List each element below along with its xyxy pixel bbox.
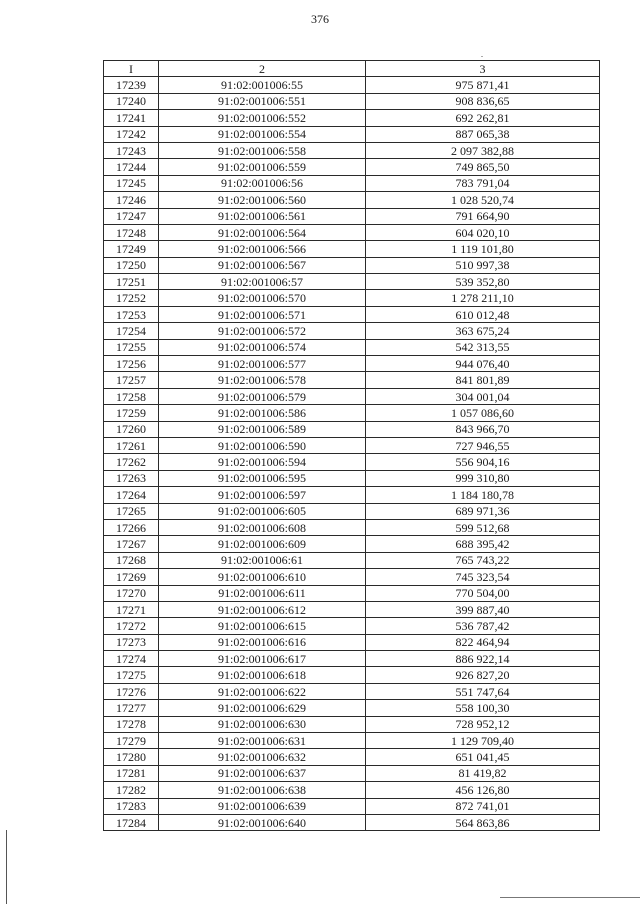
table-row <box>104 372 600 388</box>
row-number: 17268 <box>104 552 159 568</box>
row-number: 17271 <box>104 601 159 617</box>
table-row <box>104 224 600 240</box>
table-row <box>104 241 600 257</box>
cadastral-number: 91:02:001006:632 <box>159 749 366 765</box>
row-number: 17270 <box>104 585 159 601</box>
cadastral-number: 91:02:001006:560 <box>159 192 366 208</box>
cadastral-value: 791 664,90 <box>366 208 600 224</box>
cadastral-value: 1 119 101,80 <box>366 241 600 257</box>
table-row <box>104 388 600 404</box>
row-number: 17244 <box>104 159 159 175</box>
cadastral-number: 91:02:001006:608 <box>159 519 366 535</box>
row-number: 17239 <box>104 77 159 93</box>
page-number: 376 <box>311 12 329 26</box>
cadastral-number: 91:02:001006:622 <box>159 683 366 699</box>
cadastral-number: 91:02:001006:551 <box>159 93 366 109</box>
cadastral-value: 727 946,55 <box>366 437 600 453</box>
cadastral-value: 539 352,80 <box>366 274 600 290</box>
row-number: 17247 <box>104 208 159 224</box>
table-row <box>104 634 600 650</box>
cadastral-number: 91:02:001006:590 <box>159 437 366 453</box>
table-row <box>104 782 600 798</box>
cadastral-number: 91:02:001006:566 <box>159 241 366 257</box>
cadastral-number: 91:02:001006:640 <box>159 814 366 830</box>
row-number: 17278 <box>104 716 159 732</box>
row-number: 17249 <box>104 241 159 257</box>
table-row <box>104 93 600 109</box>
row-number: 17250 <box>104 257 159 273</box>
cadastral-value: 456 126,80 <box>366 782 600 798</box>
cadastral-number: 91:02:001006:578 <box>159 372 366 388</box>
table-row <box>104 192 600 208</box>
cadastral-value: 822 464,94 <box>366 634 600 650</box>
table-row <box>104 110 600 126</box>
cadastral-number: 91:02:001006:638 <box>159 782 366 798</box>
cadastral-value: 841 801,89 <box>366 372 600 388</box>
cadastral-number: 91:02:001006:570 <box>159 290 366 306</box>
table-row <box>104 290 600 306</box>
cadastral-number: 91:02:001006:577 <box>159 356 366 372</box>
cadastral-value: 770 504,00 <box>366 585 600 601</box>
table-row <box>104 339 600 355</box>
table-row <box>104 716 600 732</box>
row-number: 17252 <box>104 290 159 306</box>
row-number: 17280 <box>104 749 159 765</box>
cadastral-number: 91:02:001006:616 <box>159 634 366 650</box>
table-row <box>104 536 600 552</box>
cadastral-number: 91:02:001006:564 <box>159 224 366 240</box>
cadastral-number: 91:02:001006:612 <box>159 601 366 617</box>
table-row <box>104 454 600 470</box>
table-row <box>104 306 600 322</box>
row-number: 17245 <box>104 175 159 191</box>
cadastral-value: 783 791,04 <box>366 175 600 191</box>
row-number: 17256 <box>104 356 159 372</box>
table-row <box>104 142 600 158</box>
cadastral-number: 91:02:001006:609 <box>159 536 366 552</box>
row-number: 17241 <box>104 110 159 126</box>
cadastral-number: 91:02:001006:595 <box>159 470 366 486</box>
table-row <box>104 159 600 175</box>
cadastral-value: 304 001,04 <box>366 388 600 404</box>
header-col-1: I <box>104 61 159 77</box>
row-number: 17276 <box>104 683 159 699</box>
cadastral-number: 91:02:001006:605 <box>159 503 366 519</box>
cadastral-value: 1 184 180,78 <box>366 487 600 503</box>
table-header-row <box>104 61 600 77</box>
cadastral-number: 91:02:001006:572 <box>159 323 366 339</box>
cadastral-number: 91:02:001006:579 <box>159 388 366 404</box>
cadastral-value: 999 310,80 <box>366 470 600 486</box>
row-number: 17253 <box>104 306 159 322</box>
cadastral-value-table <box>103 60 600 831</box>
row-number: 17248 <box>104 224 159 240</box>
row-number: 17242 <box>104 126 159 142</box>
cadastral-number: 91:02:001006:586 <box>159 405 366 421</box>
row-number: 17264 <box>104 487 159 503</box>
cadastral-number: 91:02:001006:617 <box>159 651 366 667</box>
cadastral-value: 610 012,48 <box>366 306 600 322</box>
table-row <box>104 667 600 683</box>
cadastral-value: 363 675,24 <box>366 323 600 339</box>
row-number: 17275 <box>104 667 159 683</box>
cadastral-number: 91:02:001006:597 <box>159 487 366 503</box>
cadastral-number: 91:02:001006:571 <box>159 306 366 322</box>
table-row <box>104 601 600 617</box>
cadastral-number: 91:02:001006:559 <box>159 159 366 175</box>
row-number: 17283 <box>104 798 159 814</box>
cadastral-value: 542 313,55 <box>366 339 600 355</box>
table-row <box>104 618 600 634</box>
cadastral-number: 91:02:001006:55 <box>159 77 366 93</box>
row-number: 17251 <box>104 274 159 290</box>
row-number: 17261 <box>104 437 159 453</box>
table-row <box>104 356 600 372</box>
cadastral-value: 556 904,16 <box>366 454 600 470</box>
table-row <box>104 765 600 781</box>
cadastral-value: 926 827,20 <box>366 667 600 683</box>
table-row <box>104 651 600 667</box>
table-row <box>104 470 600 486</box>
cadastral-value: 551 747,64 <box>366 683 600 699</box>
cadastral-number: 91:02:001006:558 <box>159 142 366 158</box>
table-row <box>104 208 600 224</box>
table-row <box>104 814 600 830</box>
cadastral-number: 91:02:001006:56 <box>159 175 366 191</box>
table-row <box>104 487 600 503</box>
cadastral-value: 975 871,41 <box>366 77 600 93</box>
cadastral-value: 2 097 382,88 <box>366 142 600 158</box>
table-row <box>104 519 600 535</box>
cadastral-value: 1 057 086,60 <box>366 405 600 421</box>
row-number: 17257 <box>104 372 159 388</box>
cadastral-number: 91:02:001006:561 <box>159 208 366 224</box>
row-number: 17269 <box>104 569 159 585</box>
table-row <box>104 405 600 421</box>
cadastral-number: 91:02:001006:615 <box>159 618 366 634</box>
row-number: 17258 <box>104 388 159 404</box>
cadastral-value: 1 028 520,74 <box>366 192 600 208</box>
table-row <box>104 569 600 585</box>
cadastral-number: 91:02:001006:630 <box>159 716 366 732</box>
table-row <box>104 798 600 814</box>
cadastral-value: 692 262,81 <box>366 110 600 126</box>
cadastral-value: 81 419,82 <box>366 765 600 781</box>
table-row <box>104 77 600 93</box>
table-row <box>104 421 600 437</box>
cadastral-value: 728 952,12 <box>366 716 600 732</box>
cadastral-number: 91:02:001006:554 <box>159 126 366 142</box>
cadastral-value: 536 787,42 <box>366 618 600 634</box>
row-number: 17273 <box>104 634 159 650</box>
cadastral-number: 91:02:001006:618 <box>159 667 366 683</box>
cadastral-number: 91:02:001006:629 <box>159 700 366 716</box>
cadastral-number: 91:02:001006:589 <box>159 421 366 437</box>
cadastral-value: 1 129 709,40 <box>366 733 600 749</box>
table-row <box>104 126 600 142</box>
cadastral-number: 91:02:001006:61 <box>159 552 366 568</box>
cadastral-number: 91:02:001006:594 <box>159 454 366 470</box>
cadastral-number: 91:02:001006:637 <box>159 765 366 781</box>
row-number: 17263 <box>104 470 159 486</box>
cadastral-number: 91:02:001006:574 <box>159 339 366 355</box>
row-number: 17274 <box>104 651 159 667</box>
table-row <box>104 437 600 453</box>
header-col-2: 2 <box>159 61 366 77</box>
table-row <box>104 323 600 339</box>
cadastral-value: 604 020,10 <box>366 224 600 240</box>
row-number: 17255 <box>104 339 159 355</box>
cadastral-value: 510 997,38 <box>366 257 600 273</box>
cadastral-value: 399 887,40 <box>366 601 600 617</box>
row-number: 17260 <box>104 421 159 437</box>
cadastral-value: 689 971,36 <box>366 503 600 519</box>
cadastral-value: 887 065,38 <box>366 126 600 142</box>
row-number: 17266 <box>104 519 159 535</box>
row-number: 17262 <box>104 454 159 470</box>
table-header <box>104 61 600 77</box>
cadastral-value: 564 863,86 <box>366 814 600 830</box>
row-number: 17281 <box>104 765 159 781</box>
row-number: 17254 <box>104 323 159 339</box>
cadastral-value: 1 278 211,10 <box>366 290 600 306</box>
table-row <box>104 274 600 290</box>
table-row <box>104 503 600 519</box>
header-col-3: 3 <box>366 61 600 77</box>
page-mark: . <box>481 50 483 59</box>
cadastral-number: 91:02:001006:567 <box>159 257 366 273</box>
row-number: 17267 <box>104 536 159 552</box>
row-number: 17279 <box>104 733 159 749</box>
row-number: 17284 <box>104 814 159 830</box>
table-row <box>104 175 600 191</box>
cadastral-value: 944 076,40 <box>366 356 600 372</box>
cadastral-number: 91:02:001006:631 <box>159 733 366 749</box>
table-body <box>104 77 600 831</box>
row-number: 17240 <box>104 93 159 109</box>
table-row <box>104 683 600 699</box>
row-number: 17265 <box>104 503 159 519</box>
table-row <box>104 552 600 568</box>
cadastral-value: 843 966,70 <box>366 421 600 437</box>
cadastral-value: 558 100,30 <box>366 700 600 716</box>
cadastral-value: 651 041,45 <box>366 749 600 765</box>
row-number: 17282 <box>104 782 159 798</box>
left-margin-line <box>6 830 7 904</box>
table-row <box>104 733 600 749</box>
cadastral-number: 91:02:001006:610 <box>159 569 366 585</box>
row-number: 17243 <box>104 142 159 158</box>
row-number: 17272 <box>104 618 159 634</box>
cadastral-value: 886 922,14 <box>366 651 600 667</box>
cadastral-value: 599 512,68 <box>366 519 600 535</box>
cadastral-value: 745 323,54 <box>366 569 600 585</box>
table-row <box>104 585 600 601</box>
cadastral-value: 908 836,65 <box>366 93 600 109</box>
cadastral-value: 765 743,22 <box>366 552 600 568</box>
row-number: 17277 <box>104 700 159 716</box>
table-row <box>104 749 600 765</box>
table-row <box>104 700 600 716</box>
cadastral-value: 749 865,50 <box>366 159 600 175</box>
cadastral-number: 91:02:001006:57 <box>159 274 366 290</box>
bottom-edge-line <box>500 897 640 898</box>
cadastral-number: 91:02:001006:639 <box>159 798 366 814</box>
row-number: 17259 <box>104 405 159 421</box>
cadastral-number: 91:02:001006:552 <box>159 110 366 126</box>
table-row <box>104 257 600 273</box>
cadastral-value: 688 395,42 <box>366 536 600 552</box>
row-number: 17246 <box>104 192 159 208</box>
cadastral-value: 872 741,01 <box>366 798 600 814</box>
cadastral-number: 91:02:001006:611 <box>159 585 366 601</box>
